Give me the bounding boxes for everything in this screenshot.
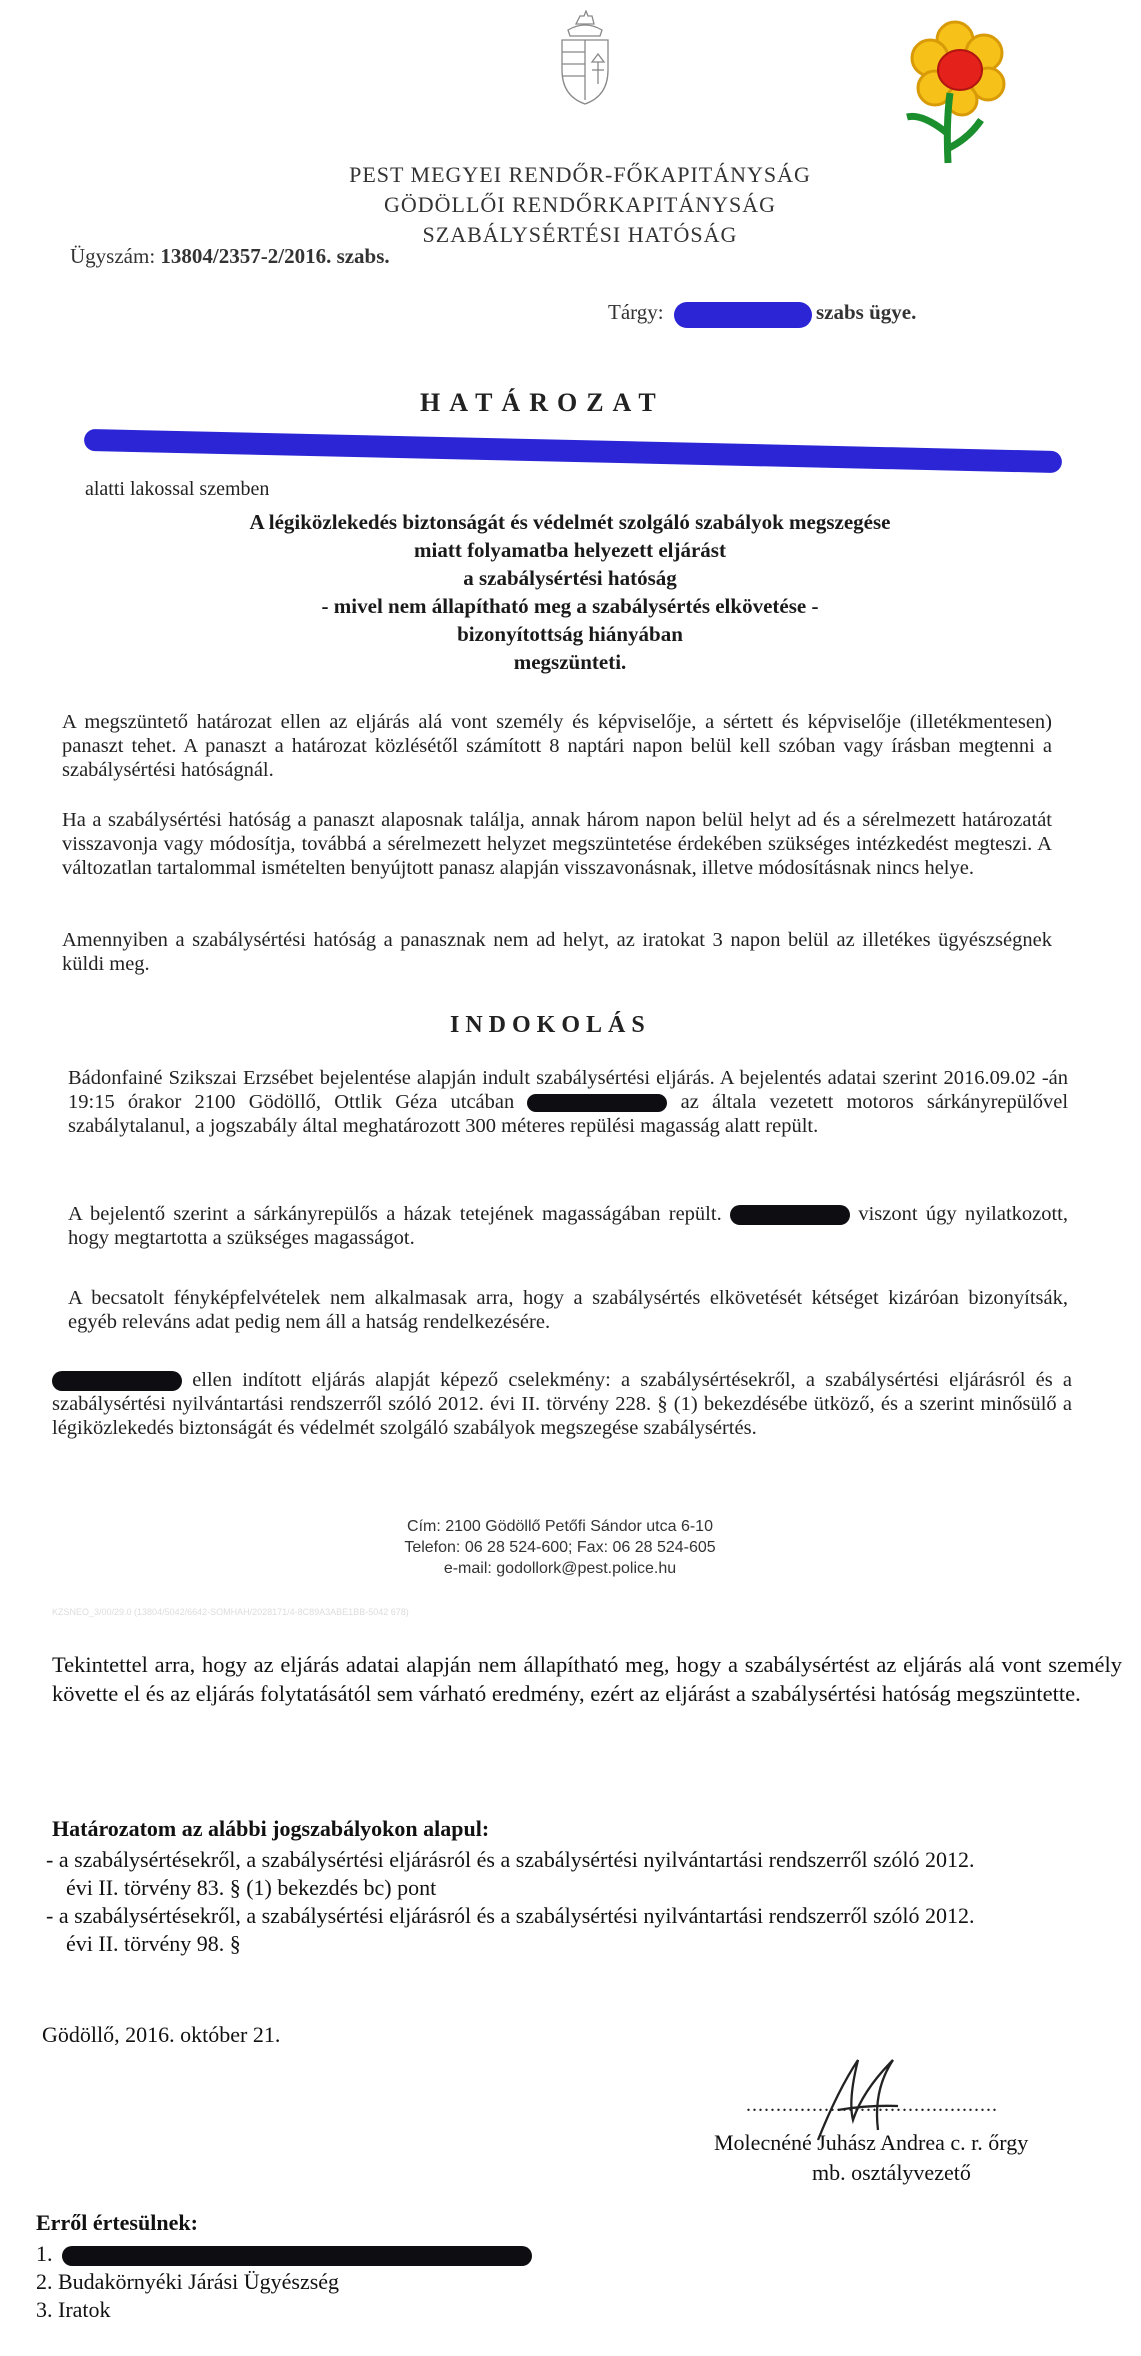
contact-block bbox=[320, 1516, 800, 1579]
signer-role: mb. osztályvezető bbox=[812, 2160, 971, 2185]
subject-suffix: szabs ügye. bbox=[816, 300, 917, 324]
legal-basis-item: - a szabálysértésekről, a szabálysértési eljárásról és a szabálysértési nyilvántartási rendszerről szóló 2012. bbox=[46, 1847, 975, 1872]
decision-block bbox=[150, 508, 990, 676]
notify-title: Erről értesülnek: bbox=[36, 2210, 198, 2235]
issuer-line-1: PEST MEGYEI RENDŐR-FŐKAPITÁNYSÁG bbox=[349, 162, 811, 187]
reasoning-paragraph-3: A becsatolt fényképfelvételek nem alkalmasak arra, hogy a szabálysértés elkövetését kétséget kizáróan bizonyítsák, egyéb releváns adat pedig nem áll a hatság rendelkezésére. bbox=[68, 1287, 1068, 1333]
notify-redaction bbox=[62, 2246, 532, 2266]
resident-text: alatti lakossal szemben bbox=[85, 478, 270, 500]
contact-address: Cím: 2100 Gödöllő Petőfi Sándor utca 6-10 bbox=[407, 1518, 713, 1535]
reasoning-paragraph-2 bbox=[68, 1202, 1068, 1250]
issuer-line-3: SZABÁLYSÉRTÉSI HATÓSÁG bbox=[422, 222, 738, 247]
reasoning-p2b: viszont úgy nyilatkozott, hogy megtartotta a szükséges magasságot. bbox=[68, 1203, 1069, 1249]
contact-phone: Telefon: 06 28 524-600; Fax: 06 28 524-605 bbox=[404, 1539, 716, 1556]
legal-basis-item-cont: évi II. törvény 98. § bbox=[66, 1931, 241, 1956]
case-number-label: Ügyszám: bbox=[70, 244, 156, 268]
remedy-paragraph-2: Ha a szabálysértési hatóság a panaszt alaposnak találja, annak három napon belül helyt ad és a sérelmezett határozatát visszavonja vagy módosítja, továbbá a sérelmezett helyzet megszüntetése érdekében szükséges intézkedést megteszi. A változatlan tartalommal ismételten benyújtott panasz alapján visszavonásnak, illetve módosításnak nincs helye. bbox=[62, 809, 1052, 879]
remedy-paragraph-3: Amennyiben a szabálysértési hatóság a panasznak nem ad helyt, az iratokat 3 napon belül az illetékes ügyészségnek küldi meg. bbox=[62, 929, 1052, 975]
reasoning-paragraph-4 bbox=[52, 1368, 1072, 1440]
subject-redaction bbox=[674, 302, 812, 328]
reasoning-p4: ellen indított eljárás alapját képező cselekmény: a szabálysértésekről, a szabálysértési eljárásról és a szabálysértési nyilvántartási rendszerről szóló 2012. évi II. törvény 228. § (1) bekezdésébe ütköző, és a szerint minősülő a légiközlekedés biztonságát és védelmét szolgáló szabályok megszegése szabálysértés. bbox=[52, 1369, 1072, 1439]
decision-line: megszünteti. bbox=[513, 650, 627, 674]
subject-row bbox=[608, 300, 948, 325]
legal-basis-item-cont: évi II. törvény 83. § (1) bekezdés bc) pont bbox=[66, 1875, 437, 1900]
decision-line: a szabálysértési hatóság bbox=[463, 566, 677, 590]
reasoning-redaction-1 bbox=[527, 1094, 667, 1112]
decision-line: bizonyítottság hiányában bbox=[457, 622, 683, 646]
case-number-row bbox=[70, 244, 390, 269]
issuer-line-2: GÖDÖLLŐI RENDŐRKAPITÁNYSÁG bbox=[383, 192, 777, 217]
notify-item-1 bbox=[36, 2240, 636, 2268]
case-number: 13804/2357-2/2016. szabs. bbox=[160, 244, 390, 268]
notify-item-1-label: 1. bbox=[36, 2241, 53, 2266]
reasoning-title: INDOKOLÁS bbox=[450, 1012, 651, 1038]
document-title: HATÁROZAT bbox=[420, 388, 665, 417]
reasoning-p2a: A bejelentő szerint a sárkányrepülős a házak tetejének magasságában repült. bbox=[68, 1203, 722, 1225]
reasoning-p1a: Bádonfainé Szikszai Erzsébet bejelentése alapján indult szabálysértési eljárás. A bejelentés adatai szerint 2016.09.02 -án 19:15 órakor 2100 Gödöllő, Ottlik Géza utcában bbox=[68, 1067, 1068, 1113]
decision-line: - mivel nem állapítható meg a szabálysértés elkövetése - bbox=[321, 594, 819, 618]
coat-of-arms-icon bbox=[548, 10, 622, 110]
name-redaction bbox=[84, 429, 1062, 473]
notify-item-2: 2. Budakörnyéki Járási Ügyészség bbox=[36, 2269, 340, 2294]
notify-item-3: 3. Iratok bbox=[36, 2297, 111, 2322]
reasoning-redaction-3 bbox=[52, 1371, 182, 1391]
conclusion-paragraph: Tekintettel arra, hogy az eljárás adatai alapján nem állapítható meg, hogy a szabálysértést az eljárás alá vont személy követte el és az eljárás folytatásától sem várható eredmény, ezért az eljárást a szabálysértési hatóság megszüntette. bbox=[52, 1652, 1122, 1706]
signer-name: Molecnéné Juhász Andrea c. r. őrgy bbox=[714, 2130, 1029, 2155]
legal-basis-item: - a szabálysértésekről, a szabálysértési eljárásról és a szabálysértési nyilvántartási rendszerről szóló 2012. bbox=[46, 1903, 975, 1928]
reasoning-p1b: az általa vezetett motoros sárkányrepülővel szabálytalanul, a jogszabály által meghatározott 300 méteres repülési magasság alatt repült. bbox=[68, 1091, 1069, 1137]
remedy-paragraph-1: A megszüntető határozat ellen az eljárás alá vont személy és képviselője, a sértett és képviselője (illetékmentesen) panaszt tehet. A panaszt a határozat közlésétől számított 8 naptári napon belül kell szóban vagy írásban megtenni a szabálysértési hatóságnál. bbox=[62, 711, 1052, 781]
flower-drawing bbox=[880, 18, 1040, 168]
notify-list bbox=[36, 2240, 636, 2324]
document-code: KZSNEO_3/00/29.0 (13804/5042/6642-SOMHAH/2028171/4-8C89A3ABE1BB-5042 678) bbox=[52, 1607, 409, 1617]
issuer-header bbox=[300, 160, 860, 250]
reasoning-redaction-2 bbox=[730, 1205, 850, 1225]
legal-basis-list bbox=[46, 1846, 1126, 1958]
reasoning-paragraph-1 bbox=[68, 1066, 1068, 1138]
contact-email: e-mail: godollork@pest.police.hu bbox=[443, 1560, 677, 1577]
legal-basis-title: Határozatom az alábbi jogszabályokon alapul: bbox=[52, 1816, 490, 1841]
signature-dots: .......................................... bbox=[746, 2094, 998, 2116]
place-date: Gödöllő, 2016. október 21. bbox=[42, 2022, 281, 2047]
decision-line: miatt folyamatba helyezett eljárást bbox=[414, 538, 726, 562]
decision-line: A légiközlekedés biztonságát és védelmét szolgáló szabályok megszegése bbox=[249, 510, 891, 534]
subject-label: Tárgy: bbox=[608, 300, 664, 324]
